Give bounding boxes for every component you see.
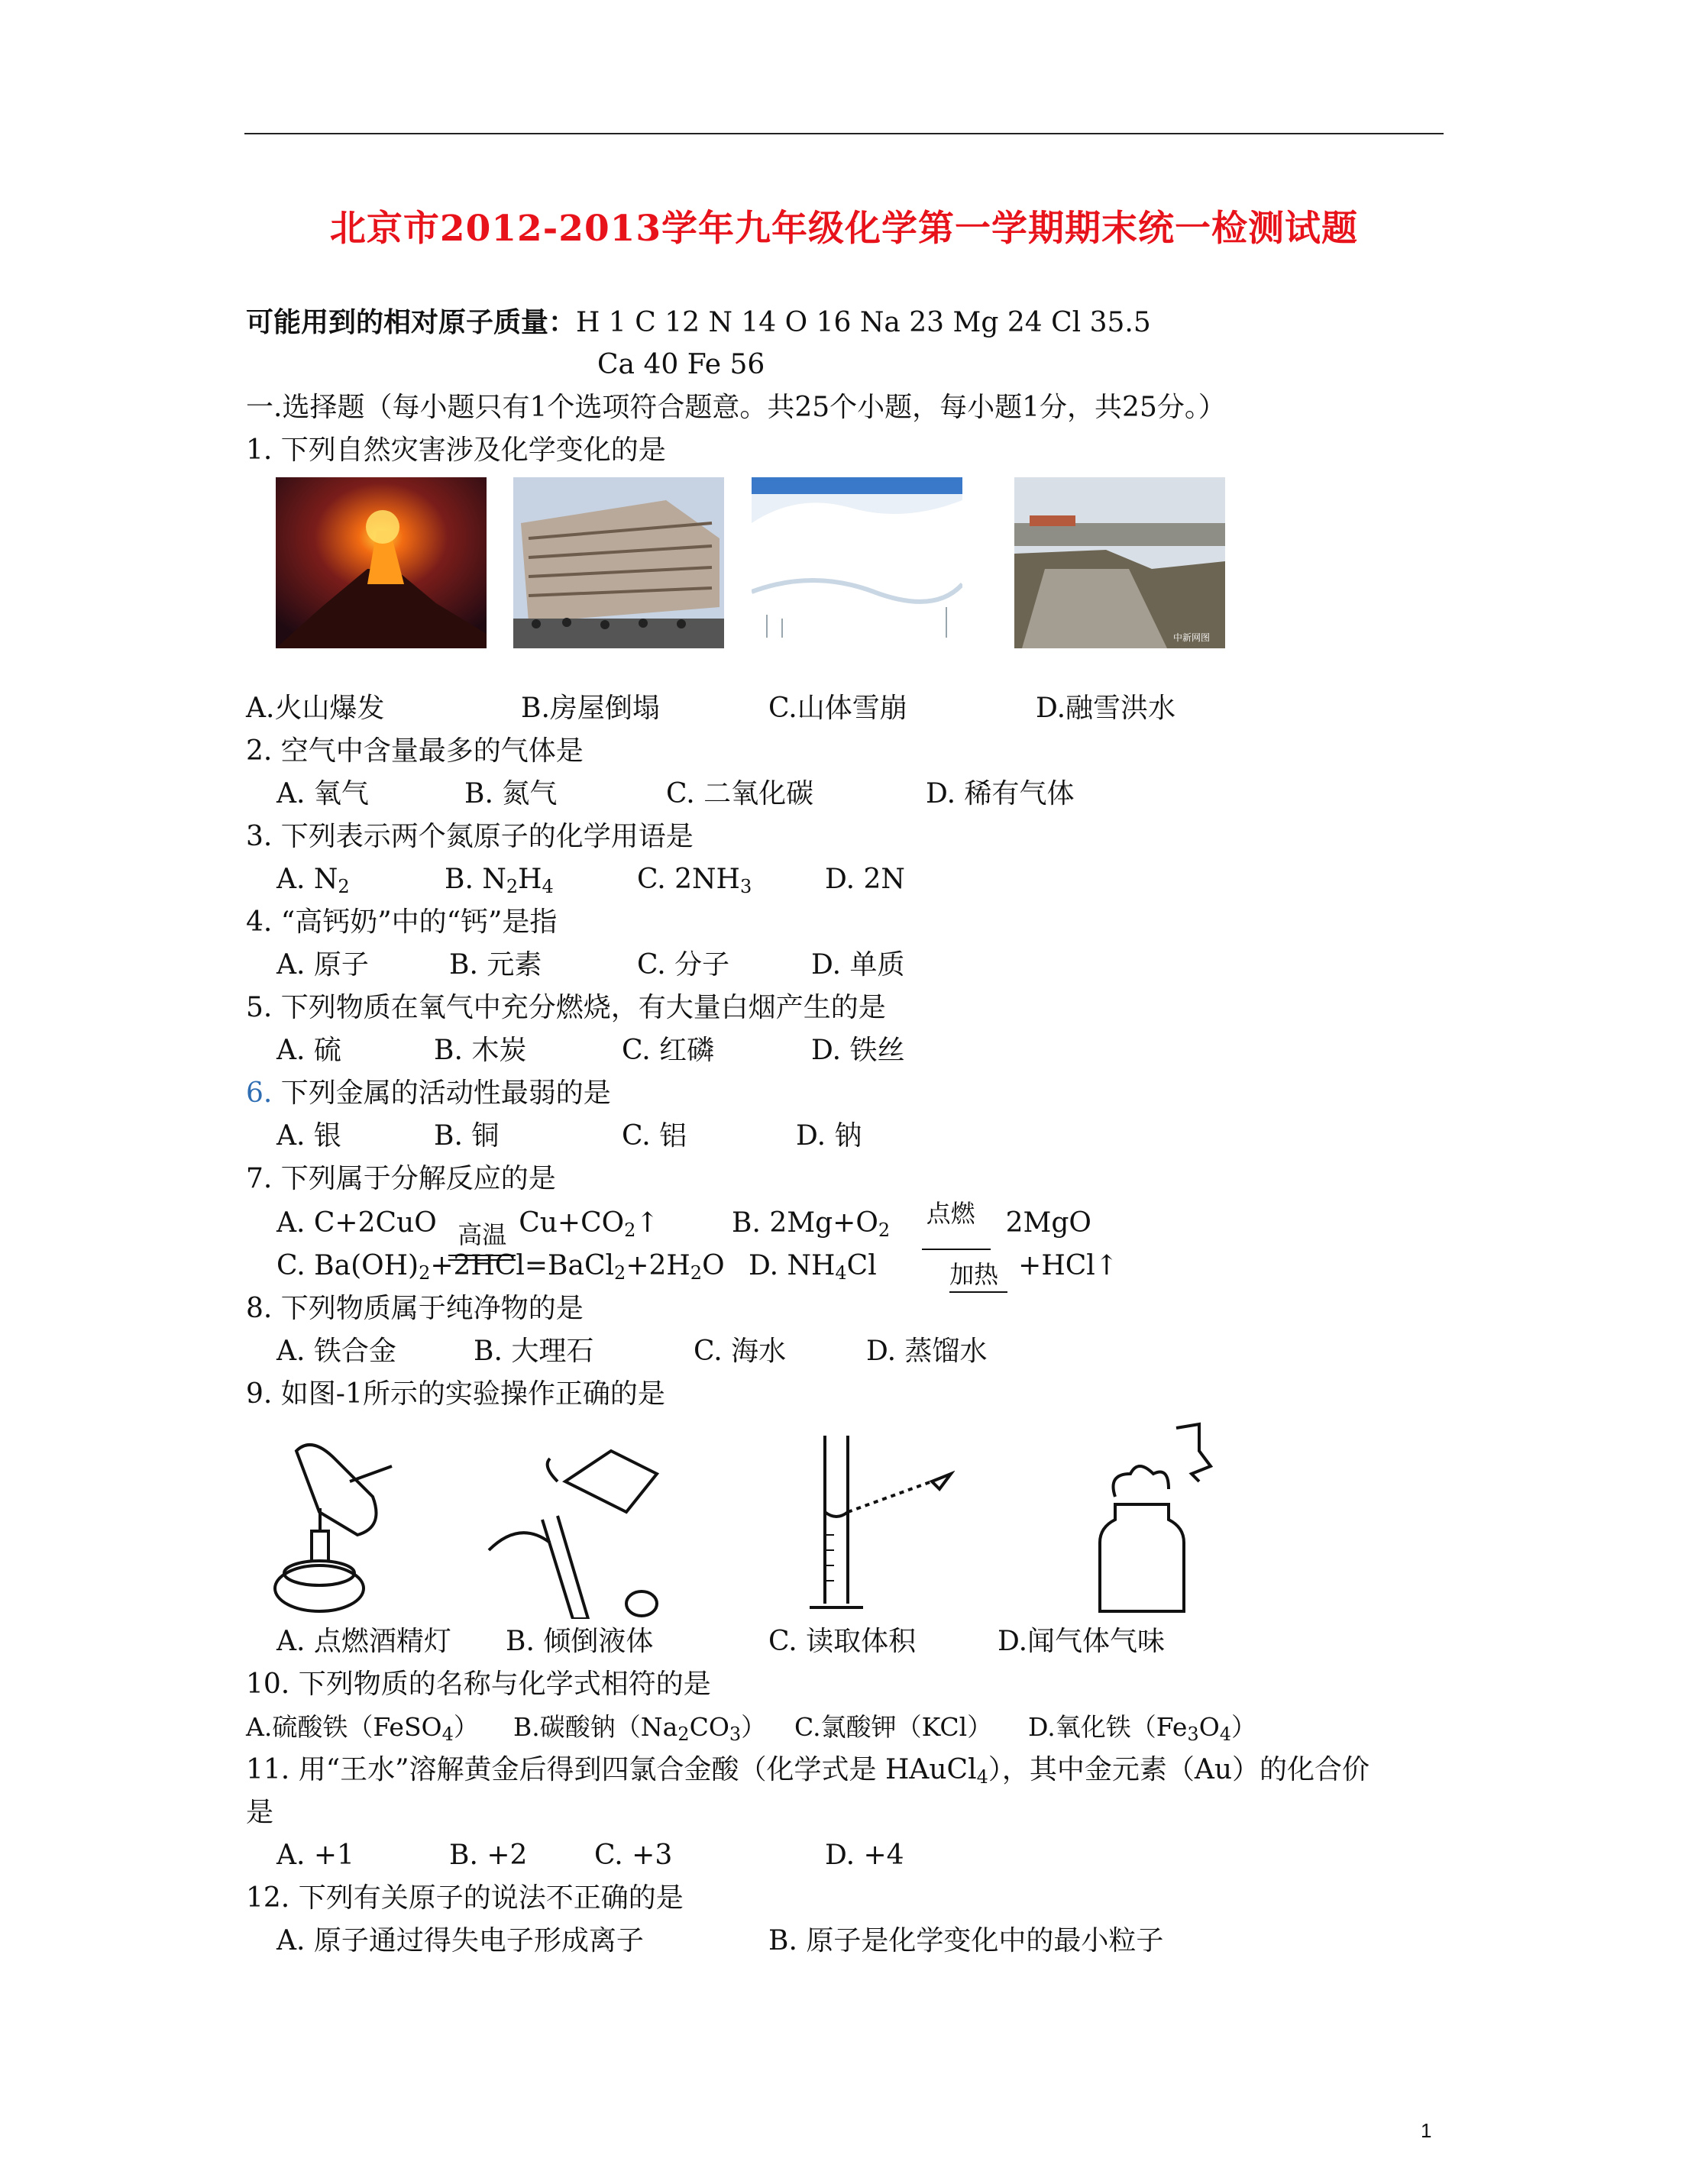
q2-option-c: C. 二氧化碳: [666, 778, 814, 809]
q2-stem: 2. 空气中含量最多的气体是: [246, 735, 584, 767]
q12-stem: 12. 下列有关原子的说法不正确的是: [246, 1882, 684, 1914]
q1-option-a: A.火山爆发: [246, 693, 385, 724]
atomic-mass-values: H 1 C 12 N 14 O 16 Na 23 Mg 24 Cl 35.5: [576, 307, 1151, 338]
q9-option-a: A. 点燃酒精灯: [276, 1626, 451, 1657]
q6-option-d: D. 钠: [796, 1120, 862, 1152]
q5-option-a: A. 硫: [276, 1035, 341, 1066]
q8-option-b: B. 大理石: [474, 1336, 594, 1367]
pouring-liquid-figure: [474, 1436, 687, 1619]
q7-option-b: B. $2Mg+O_2$ 点燃 2MgO: [732, 1207, 1091, 1247]
q11-option-c: C. +3: [594, 1840, 673, 1871]
page-number: 1: [1421, 2119, 1432, 2142]
section-heading: 一.选择题（每小题只有1个选项符合题意。共25个小题，每小题1分，共25分。）: [246, 392, 1226, 423]
q8-stem: 8. 下列物质属于纯净物的是: [246, 1293, 584, 1324]
q1-option-c: C.山体雪崩: [768, 693, 907, 724]
q4-option-b: B. 元素: [449, 949, 542, 981]
atomic-mass-label: 可能用到的相对原子质量：: [246, 306, 577, 338]
q7-stem: 7. 下列属于分解反应的是: [246, 1163, 556, 1194]
avalanche-photo: [752, 477, 962, 642]
collapsed-building-photo: [513, 477, 724, 648]
q4-option-c: C. 分子: [637, 949, 730, 981]
q11-stem-cont: 是: [246, 1797, 274, 1828]
q1-option-b: B.房屋倒塌: [521, 693, 660, 724]
q7-option-a: A. C+2CuO 高温 $Cu+CO_2↑$: [276, 1207, 659, 1247]
q8-option-c: C. 海水: [694, 1336, 787, 1367]
q10-option-b: B.碳酸钠$(Na_2CO_3)$: [513, 1712, 767, 1745]
q4-option-a: A. 原子: [276, 949, 369, 981]
q2-option-d: D. 稀有气体: [926, 778, 1075, 809]
q2-option-a: A. 氧气: [276, 778, 369, 809]
q5-option-c: C. 红磷: [622, 1035, 715, 1066]
q2-option-b: B. 氮气: [464, 778, 558, 809]
smelling-gas-figure: [1085, 1420, 1222, 1619]
q6-stem: 6. 下列金属的活动性最弱的是: [246, 1077, 611, 1109]
volcano-photo: [276, 477, 487, 648]
q6-option-c: C. 铝: [622, 1120, 687, 1152]
q3-option-a: A. $N_2$: [276, 864, 350, 897]
atomic-mass-values-2: Ca 40 Fe 56: [597, 349, 765, 380]
page-title: 北京市2012-2013学年九年级化学第一学期期末统一检测试题: [329, 208, 1359, 250]
q8-option-a: A. 铁合金: [276, 1336, 396, 1367]
q5-option-b: B. 木炭: [434, 1035, 527, 1066]
q12-option-b: B. 原子是化学变化中的最小粒子: [768, 1925, 1164, 1956]
q9-option-c: C. 读取体积: [768, 1626, 917, 1657]
q9-option-b: B. 倾倒液体: [506, 1626, 654, 1657]
q3-option-b: B. $N_2H_4$: [445, 864, 554, 897]
q3-stem: 3. 下列表示两个氮原子的化学用语是: [246, 821, 694, 852]
q11-option-d: D. +4: [825, 1840, 904, 1871]
q10-option-a: A.硫酸铁（FeSO$_4$）: [246, 1712, 479, 1745]
q9-stem: 9. 如图-1所示的实验操作正确的是: [246, 1378, 665, 1410]
atomic-mass-line: [246, 305, 1151, 340]
q11-stem: 11. 用“王水”溶解黄金后得到四氯合金酸（化学式是 HAuCl$_4$），其中金元素（Au）的化合价: [246, 1754, 1370, 1788]
q12-option-a: A. 原子通过得失电子形成离子: [276, 1925, 644, 1956]
q4-option-d: D. 单质: [811, 949, 905, 981]
q5-option-d: D. 铁丝: [811, 1035, 905, 1066]
q10-option-d: D.氧化铁$(Fe_3O_4)$: [1028, 1712, 1257, 1745]
q8-option-d: D. 蒸馏水: [866, 1336, 988, 1367]
photo-credit: 中新网图: [1173, 632, 1211, 643]
q9-option-d: D.闻气体气味: [998, 1626, 1166, 1657]
q7-option-c: C. $Ba(OH)_2+2HCl=BaCl_2+2H_2O$: [276, 1250, 725, 1284]
q1-stem: 1. 下列自然灾害涉及化学变化的是: [246, 435, 666, 466]
reading-volume-figure: [802, 1428, 955, 1619]
q5-stem: 5. 下列物质在氧气中充分燃烧，有大量白烟产生的是: [246, 992, 886, 1023]
q6-option-b: B. 铜: [434, 1120, 500, 1152]
q10-option-c: C.氯酸钾（KCl）: [794, 1712, 993, 1742]
q6-option-a: A. 银: [276, 1120, 341, 1152]
q11-option-b: B. +2: [449, 1840, 528, 1871]
q11-option-a: A. +1: [276, 1840, 354, 1871]
q3-option-d: D. 2N: [825, 864, 905, 895]
lighting-alcohol-lamp-figure: [258, 1436, 411, 1619]
q7-option-d: D. $NH_4Cl$ 加热 +HCl↑: [749, 1249, 1118, 1290]
header-rule: [244, 133, 1444, 134]
q3-option-c: C. $2NH_3$: [637, 864, 752, 897]
q4-stem: 4. “高钙奶”中的“钙”是指: [246, 906, 558, 938]
q6-number: 6.: [246, 1077, 273, 1109]
q10-stem: 10. 下列物质的名称与化学式相符的是: [246, 1669, 711, 1700]
flood-photo: [1014, 477, 1225, 648]
q1-option-d: D.融雪洪水: [1036, 693, 1176, 724]
